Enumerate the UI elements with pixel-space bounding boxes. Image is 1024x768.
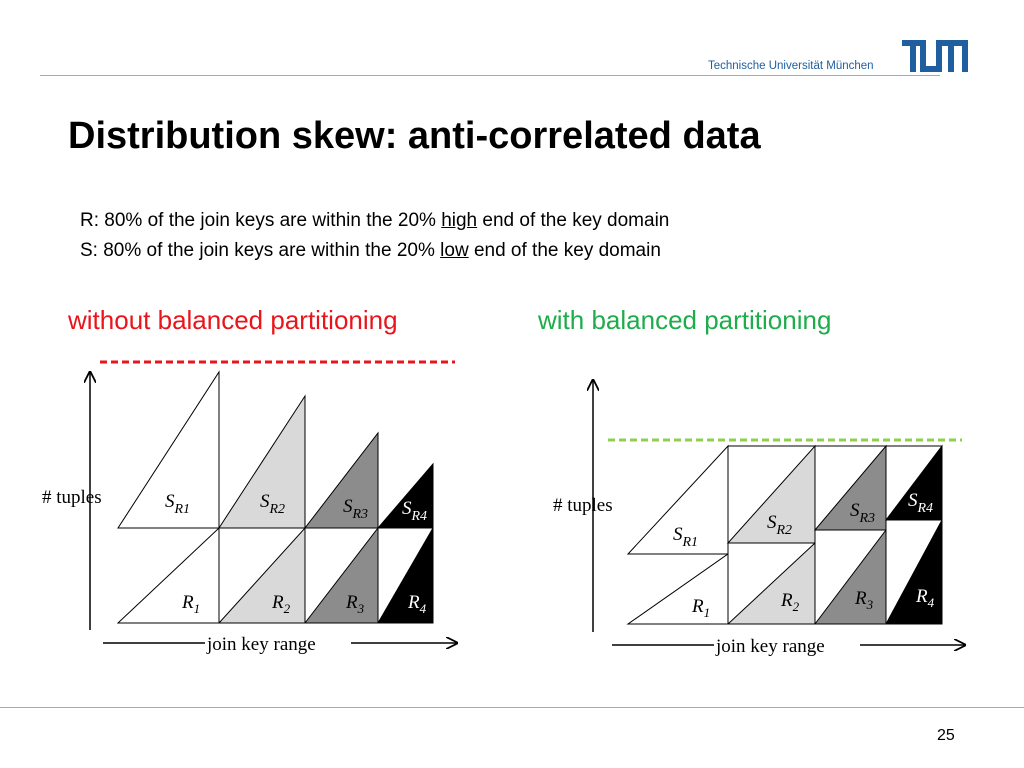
- page-title: Distribution skew: anti-correlated data: [68, 115, 761, 157]
- university-name: Technische Universität München: [708, 60, 874, 72]
- description-r: R: 80% of the join keys are within the 20% high end of the key domain: [80, 210, 670, 231]
- svg-text:SR3: $S_{R3}$: [343, 496, 369, 522]
- svg-text:R2: $R_2$: [781, 590, 800, 614]
- svg-text:R4: $R_4$: [916, 586, 935, 610]
- svg-text:SR4: $S_{R4}$: [908, 490, 934, 516]
- y-axis-label-balanced: # tuples: [553, 495, 613, 516]
- svg-text:SR3: $S_{R3}$: [850, 500, 876, 526]
- label-without-balanced: without balanced partitioning: [68, 305, 398, 335]
- balanced-triangle-r1: [628, 554, 728, 624]
- svg-text:SR1: $S_{R1}$: [673, 524, 699, 550]
- svg-text:R1: $R_1$: [182, 592, 201, 616]
- slide-number: 25: [937, 727, 955, 744]
- svg-text:R2: $R_2$: [272, 592, 291, 616]
- svg-text:R1: $R_1$: [692, 596, 711, 620]
- svg-text:R3: $R_3$: [346, 592, 365, 616]
- svg-text:SR2: $S_{R2}$: [767, 512, 793, 538]
- label-with-balanced: with balanced partitioning: [538, 305, 832, 335]
- balanced-triangle-r2: [728, 543, 815, 624]
- svg-text:SR1: $S_{R1}$: [165, 491, 191, 517]
- x-axis-label-balanced: join key range: [716, 636, 825, 657]
- svg-text:R4: $R_4$: [408, 592, 427, 616]
- y-axis-label: # tuples: [42, 487, 102, 508]
- footer-rule: [0, 707, 1024, 708]
- description-s: S: 80% of the join keys are within the 20% low end of the key domain: [80, 240, 661, 261]
- svg-text:SR2: $S_{R2}$: [260, 491, 286, 517]
- svg-text:R3: $R_3$: [855, 588, 874, 612]
- triangle-r3: [305, 528, 378, 623]
- diagram-unbalanced: [42, 362, 457, 655]
- x-axis-label: join key range: [207, 634, 316, 655]
- triangle-r2: [219, 528, 305, 623]
- triangle-r1: [118, 528, 219, 623]
- balanced-triangle-r3: [815, 530, 886, 624]
- diagram-balanced: [553, 380, 965, 657]
- svg-text:SR4: $S_{R4}$: [402, 498, 428, 524]
